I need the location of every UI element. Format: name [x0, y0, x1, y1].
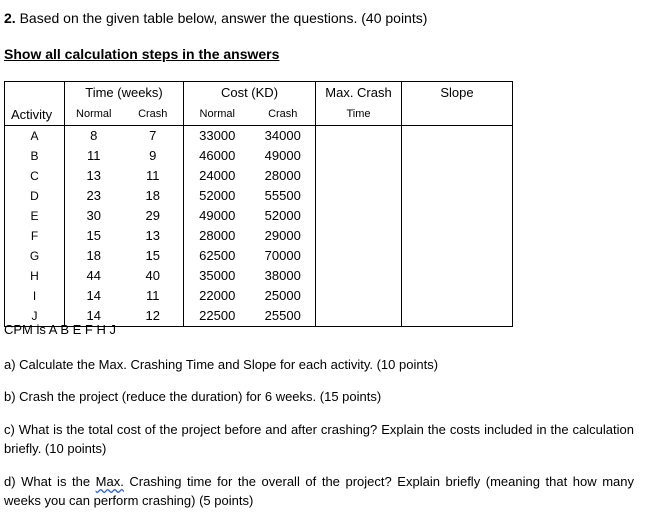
- table-row: [5, 286, 513, 306]
- max-crash-cell: [316, 286, 402, 306]
- crash-cost-cell: 25000: [264, 288, 301, 303]
- table-row: [5, 146, 513, 166]
- slope-header-bottom: [402, 104, 513, 126]
- slope-cell: [402, 126, 513, 147]
- activity-cell: F: [5, 226, 65, 246]
- activity-cell: J: [5, 306, 65, 327]
- question-heading: [4, 10, 427, 26]
- crash-cost-cell: 55500: [264, 188, 301, 203]
- normal-time-cell: 18: [65, 246, 123, 266]
- question-text: Based on the given table below, answer the questions. (40 points): [15, 10, 428, 26]
- crash-time-cell: 15: [145, 248, 160, 263]
- slope-cell: [402, 246, 513, 266]
- activity-cell: E: [5, 206, 65, 226]
- crash-cost-cell: 70000: [264, 248, 301, 263]
- activity-header: Activity: [5, 104, 65, 126]
- normal-cost-cell: 33000: [184, 126, 251, 147]
- question-b: b) Crash the project (reduce the duration) for 6 weeks. (15 points): [4, 389, 382, 404]
- normal-cost-cell: 28000: [184, 226, 251, 246]
- activity-cell: D: [5, 186, 65, 206]
- crash-time-cell: 12: [123, 306, 184, 327]
- table-row: [5, 206, 513, 226]
- question-a: a) Calculate the Max. Crashing Time and Slope for each activity. (10 points): [4, 357, 439, 372]
- crash-cost-cell: 49000: [264, 148, 301, 163]
- max-crash-header: Max. Crash: [316, 82, 402, 105]
- slope-cell: [402, 166, 513, 186]
- crash-cost-header: Crash: [251, 104, 316, 126]
- max-crash-cell: [316, 206, 402, 226]
- normal-cost-cell: 62500: [184, 246, 251, 266]
- slope-cell: [402, 186, 513, 206]
- activity-cell: B: [5, 146, 65, 166]
- crashing-table: [4, 81, 513, 327]
- question-d: [4, 472, 634, 510]
- crash-time-cell: 11: [146, 288, 160, 303]
- normal-time-cell: 11: [65, 146, 123, 166]
- normal-cost-cell: 24000: [184, 166, 251, 186]
- table-row: [5, 246, 513, 266]
- normal-cost-header: Normal: [184, 104, 251, 126]
- table-row: [5, 126, 513, 147]
- normal-cost-cell: 52000: [184, 186, 251, 206]
- cpm-text: CPM is A B E F H J: [4, 322, 116, 337]
- crash-time-header: Crash: [123, 104, 184, 126]
- max-crash-cell: [316, 266, 402, 286]
- question-d-start: d) What is the: [4, 474, 96, 489]
- max-crash-cell: [316, 306, 402, 327]
- normal-time-cell: 23: [65, 186, 123, 206]
- normal-cost-cell: 22000: [184, 286, 251, 306]
- slope-cell: [402, 286, 513, 306]
- crash-cost-cell: 38000: [264, 268, 301, 283]
- slope-cell: [402, 226, 513, 246]
- cost-group-header: Cost (KD): [184, 82, 316, 105]
- normal-time-cell: 8: [65, 126, 123, 147]
- crash-cost-cell: 28000: [264, 168, 301, 183]
- crash-time-cell: 9: [149, 148, 157, 163]
- activity-cell: H: [5, 266, 65, 286]
- question-d-end: Crashing time for the overall of the project? Explain briefly (meaning that how many weeks you can perform crashing) (5 points): [4, 474, 635, 508]
- crash-time-cell: 18: [145, 188, 160, 203]
- table-row: [5, 186, 513, 206]
- slope-cell: [402, 266, 513, 286]
- max-crash-cell: [316, 226, 402, 246]
- instruction-text: Show all calculation steps in the answers: [4, 46, 280, 62]
- activity-cell: G: [5, 246, 65, 266]
- table-row: [5, 226, 513, 246]
- normal-time-cell: 13: [65, 166, 123, 186]
- crash-time-cell: 40: [145, 268, 160, 283]
- crash-time-cell: 7: [149, 128, 157, 143]
- question-c: c) What is the total cost of the project before and after crashing? Explain the costs included in the calculation briefly. (10 points): [4, 422, 634, 456]
- max-crash-cell: [316, 166, 402, 186]
- normal-time-cell: 14: [65, 286, 123, 306]
- normal-time-cell: 30: [65, 206, 123, 226]
- activity-cell: A: [5, 126, 65, 147]
- normal-cost-cell: 35000: [184, 266, 251, 286]
- activity-cell: C: [5, 166, 65, 186]
- question-number: 2.: [4, 10, 16, 26]
- normal-time-cell: 15: [65, 226, 123, 246]
- max-crash-cell: [316, 146, 402, 166]
- normal-time-cell: 14: [65, 306, 123, 327]
- table-row: [5, 166, 513, 186]
- crash-cost-cell: 25500: [251, 306, 316, 327]
- spellcheck-flagged-word: Max.: [95, 474, 124, 489]
- crash-cost-cell: 52000: [264, 208, 301, 223]
- normal-time-cell: 44: [65, 266, 123, 286]
- normal-cost-cell: 46000: [184, 146, 251, 166]
- slope-cell: [402, 206, 513, 226]
- crash-cost-cell: 34000: [264, 128, 301, 143]
- activity-cell: I: [5, 286, 65, 306]
- slope-header: Slope: [402, 82, 513, 105]
- max-crash-cell: [316, 126, 402, 147]
- crash-time-cell: 11: [146, 168, 160, 183]
- normal-cost-cell: 49000: [184, 206, 251, 226]
- activity-header-top: [5, 82, 65, 105]
- table-row: [5, 266, 513, 286]
- time-group-header: Time (weeks): [65, 82, 184, 105]
- crash-time-cell: 29: [145, 208, 160, 223]
- crash-time-cell: 13: [145, 228, 160, 243]
- normal-cost-cell: 22500: [184, 306, 251, 327]
- max-crash-cell: [316, 186, 402, 206]
- table-body: [5, 126, 513, 327]
- slope-cell: [402, 306, 513, 327]
- slope-cell: [402, 146, 513, 166]
- normal-time-header: Normal: [65, 104, 123, 126]
- crash-cost-cell: 29000: [264, 228, 301, 243]
- max-crash-sub-header: Time: [316, 104, 402, 126]
- max-crash-cell: [316, 246, 402, 266]
